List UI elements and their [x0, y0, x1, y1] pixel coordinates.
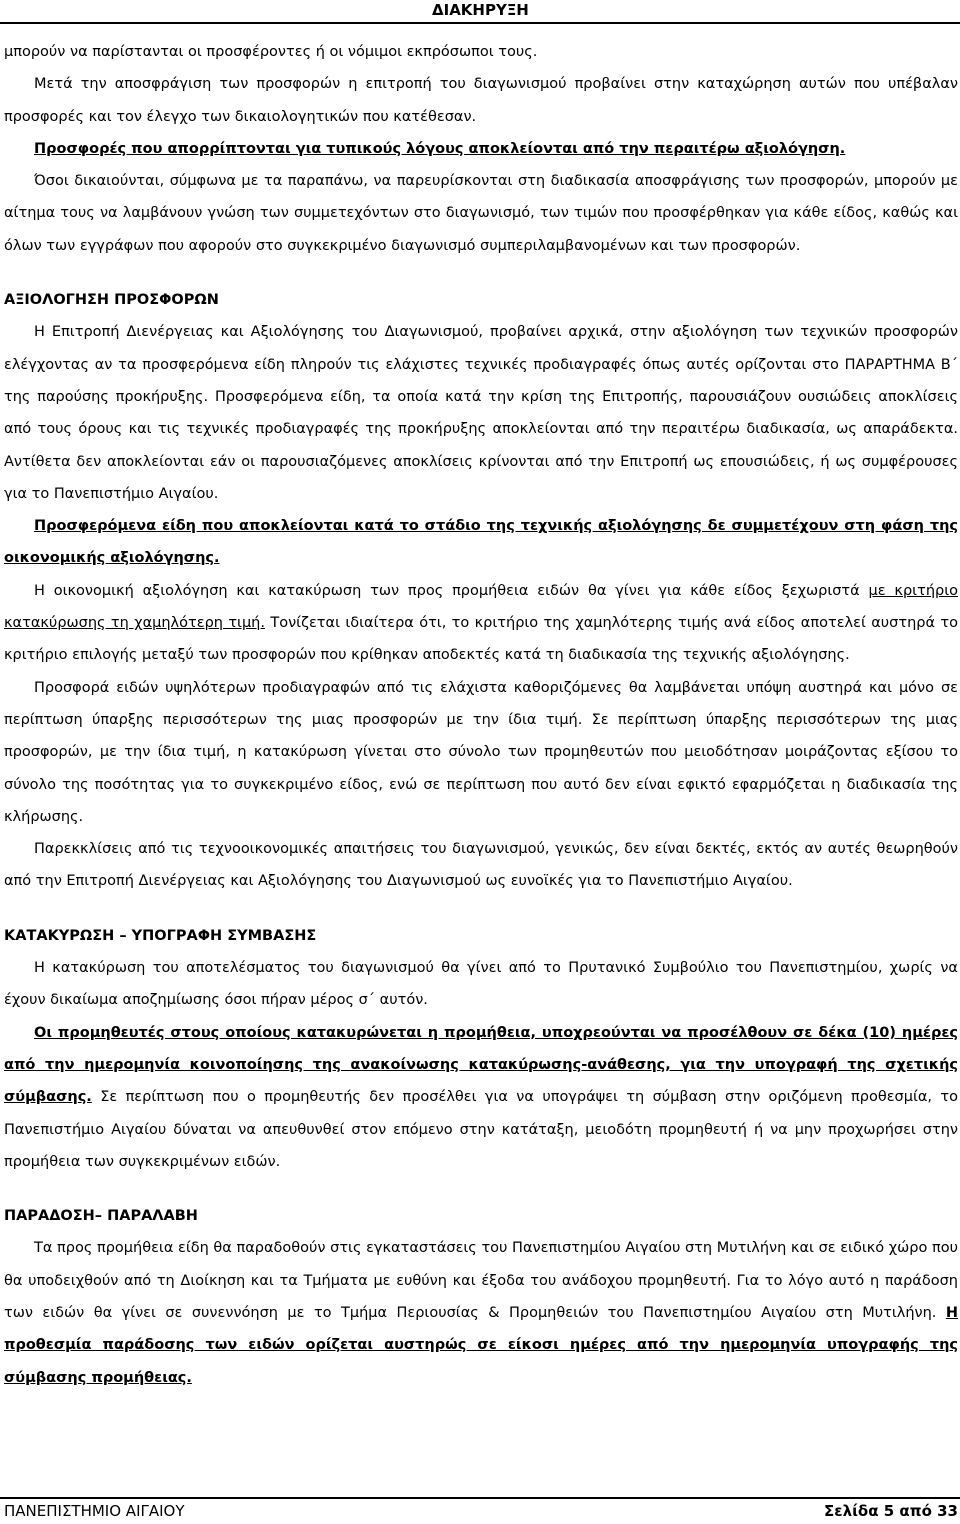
paragraph: Η Επιτροπή Διενέργειας και Αξιολόγησης του Διαγωνισμού, προβαίνει αρχικά, στην αξιολόγηση των τεχνικών προσφορών ελέγχοντας αν τα προσφερόμενα είδη πληρούν τις ελάχιστες τεχνικές προδιαγραφές όπως αυτές ορίζονται στο ΠΑΡΑΡΤΗΜΑ Β΄ της παρούσης προκήρυξης. Προσφερόμενα είδη, τα οποία κατά την κρίση της Επιτροπής, παρουσιάζουν ουσιώδεις αποκλίσεις από τους όρους και τις τεχνικές προδιαγραφές της προκήρυξης αποκλείονται από την περαιτέρω διαδικασία, ως απαράδεκτα. Αντίθετα δεν αποκλείονται εάν οι παρουσιαζόμενες αποκλίσεις κρίνονται από την Επιτροπή ως επουσιώδεις, ή ως συμφέρουσες για το Πανεπιστήμιο Αιγαίου. — [4, 324, 958, 502]
section-heading: ΚΑΤΑΚΥΡΩΣΗ – ΥΠΟΓΡΑΦΗ ΣΥΜΒΑΣΗΣ — [4, 927, 317, 944]
paragraph — [4, 575, 958, 672]
section-heading: ΑΞΙΟΛΟΓΗΣΗ ΠΡΟΣΦΟΡΩΝ — [4, 292, 219, 309]
paragraph: Όσοι δικαιούνται, σύμφωνα με τα παραπάνω, να παρευρίσκονται στη διαδικασία αποσφράγισης των προσφορών, μπορούν με αίτημα τους να λαμβάνουν γνώση των συμμετεχόντων στο διαγωνισμό, των τιμών που προσφέρθηκαν για κάθε είδος, καθώς και όλων των εγγράφων που αφορούν στο συγκεκριμένο διαγωνισμό συμπεριλαμβανομένων και των προσφορών. — [4, 173, 958, 254]
paragraph — [4, 1232, 958, 1393]
paragraph: Προσφορά ειδών υψηλότερων προδιαγραφών από τις ελάχιστα καθοριζόμενες θα λαμβάνεται υπόψη αυστηρά και μόνο σε περίπτωση ύπαρξης περισσότερων της μιας προσφορών με την ίδια τιμή. Σε περίπτωση ύπαρξης περισσότερων της μιας προσφορών, με την ίδια τιμή, η κατακύρωση γίνεται στο σύνολο των προμηθευτών που μειοδότησαν μοιράζοντας εξίσου το σύνολο της ποσότητας για το συγκεκριμένο είδος, ενώ σε περίπτωση που αυτό δεν είναι εφικτό εφαρμόζεται η διαδικασία της κλήρωσης. — [4, 679, 958, 825]
emphasis-text: Η προθεσμία παράδοσης των ειδών ορίζεται αυστηρώς σε είκοσι ημέρες από την ημερομηνία υπογραφής της σύμβασης προμήθειας. — [4, 1304, 958, 1386]
underlined-text: με κριτήριο κατακύρωσης τη χαμηλότερη τιμή. — [4, 582, 958, 632]
paragraph: μπορούν να παρίστανται οι προσφέροντες ή οι νόμιμοι εκπρόσωποι τους. — [4, 44, 538, 60]
paragraph — [4, 1017, 958, 1178]
section-heading: ΠΑΡΑΔΟΣΗ– ΠΑΡΑΛΑΒΗ — [4, 1208, 198, 1225]
emphasis-text: Οι προμηθευτές στους οποίους κατακυρώνεται η προμήθεια, υποχρεούνται να προσέλθουν σε δέκα (10) ημέρες από την ημερομηνία κοινοποίησης της ανακοίνωσης κατακύρωσης-ανάθεσης, για την υπογραφή της σχετικής σύμβασης. — [4, 1024, 958, 1106]
text-run: Σε περίπτωση που ο προμηθευτής δεν προσέλθει για να υπογράψει τη σύμβαση στην οριζόμενη προθεσμία, το Πανεπιστήμιο Αιγαίου δύναται να απευθυνθεί στον επόμενο στην κατάταξη, μειοδότη προμηθευτή ή να μην προχωρήσει στην προμήθεια των συγκεκριμένων ειδών. — [4, 1089, 958, 1170]
emphasis-paragraph: Προσφερόμενα είδη που αποκλείονται κατά το στάδιο της τεχνικής αξιολόγησης δε συμμετέχουν στη φάση της οικονομικής αξιολόγησης. — [4, 518, 958, 567]
text-run: Τονίζεται ιδιαίτερα ότι, το κριτήριο της χαμηλότερης τιμής ανά είδος αποτελεί αυστηρά το κριτήριο επιλογής μεταξύ των προσφορών που κρίθηκαν αποδεκτές κατά τη διαδικασία της τεχνικής αξιολόγησης. — [4, 615, 958, 664]
header-divider — [0, 22, 960, 24]
footer-divider — [0, 1497, 960, 1499]
paragraph: Παρεκκλίσεις από τις τεχνοοικονομικές απαιτήσεις του διαγωνισμού, γενικώς, δεν είναι δεκτές, εκτός αν αυτές θεωρηθούν από την Επιτροπή Διενέργειας και Αξιολόγησης του Διαγωνισμού ως ευνοϊκές για το Πανεπιστήμιο Αιγαίου. — [4, 841, 958, 890]
page-number: Σελίδα 5 από 33 — [824, 1502, 958, 1520]
paragraph: Μετά την αποσφράγιση των προσφορών η επιτροπή του διαγωνισμού προβαίνει στην καταχώρηση αυτών που υπέβαλαν προσφορές και τον έλεγχο των δικαιολογητικών που κατέθεσαν. — [4, 76, 958, 125]
footer-institution: ΠΑΝΕΠΙΣΤΗΜΙΟ ΑΙΓΑΙΟΥ — [4, 1502, 185, 1520]
text-run: Τα προς προμήθεια είδη θα παραδοθούν στις εγκαταστάσεις του Πανεπιστημίου Αιγαίου στη Μυτιλήνη και σε ειδικό χώρο που θα υποδειχθούν από τη Διοίκηση και τα Τμήματα με ευθύνη και έξοδα του ανάδοχου προμηθευτή. Για το λόγο αυτό η παράδοση των ειδών θα γίνει σε συνεννόηση με το Τμήμα Περιουσίας & Προμηθειών του Πανεπιστημίου Αιγαίου στη Μυτιλήνη. — [4, 1240, 958, 1321]
paragraph: Η κατακύρωση του αποτελέσματος του διαγωνισμού θα γίνει από το Πρυτανικό Συμβούλιο του Πανεπιστημίου, χωρίς να έχουν δικαίωμα αποζημίωσης όσοι πήραν μέρος σ΄ αυτόν. — [4, 960, 958, 1009]
page-header — [0, 0, 960, 22]
text-run: Η οικονομική αξιολόγηση και κατακύρωση των προς προμήθεια ειδών θα γίνει για κάθε είδος ξεχωριστά — [34, 582, 869, 599]
document-body — [4, 36, 958, 1394]
header-title: ΔΙΑΚΗΡΥΞΗ — [432, 1, 529, 19]
emphasis-paragraph: Προσφορές που απορρίπτονται για τυπικούς λόγους αποκλείονται από την περαιτέρω αξιολόγηση. — [34, 140, 846, 157]
